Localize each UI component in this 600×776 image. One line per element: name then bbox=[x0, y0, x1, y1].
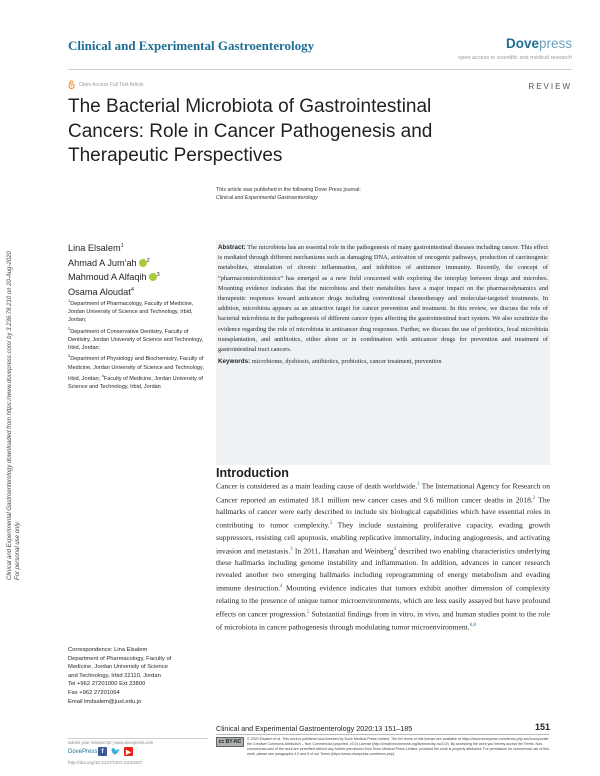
affiliation: $^2$Department of Conservative Dentistry, Faculty of Dentistry, Jordan University of Science and Technology, Irbid, Jordan; bbox=[68, 325, 204, 352]
correspondence-address: Medicine, Jordan University of Science bbox=[68, 664, 168, 671]
article-type-label: REVIEW bbox=[528, 82, 572, 91]
citation-link[interactable]: 5 bbox=[306, 609, 310, 615]
correspondence-fax: Fax +962 27201064 bbox=[68, 689, 120, 696]
correspondence-block bbox=[68, 646, 208, 706]
introduction-paragraph: Cancer is considered as a main leading cause of death worldwide.$^1$ The International Agency for Research on Cancer reported an estimated 18.1 million new cancer cases and 9.6 million cancer deaths in 2018.$^2$ The hallmarks of cancer were early described to include six biological capabilities which have essential roles in contributing to tumor complexity.$^3$ They include sustaining proliferative capacity, evading growth suppressors, resisting cell apoptosis, enabling replicative immortality, inducing angiogenesis, and activating invasion and metastasis.$^3$ In 2011, Hanahan and Weinberg$^4$ described two enabling characteristics underlying these hallmarks including genome instability and inflammation. In addition, advances in cancer research revealed another two emerging hallmarks including reprogramming of energy metabolism and evading immune destruction.$^4$ Mounting evidence indicates that tumors exhibit another dimension of complexity relating to the presence of unique tumor microenvironments, which are less easily assayed but have profound effects on cancer progression.$^5$ Substantial findings from in vitro, in vivo, and human studies point to the role of microbiota in cancer pathogenesis through modulating tumor microenvironment.$^{6,8}$ bbox=[216, 481, 551, 632]
dovepress-logo[interactable] bbox=[506, 36, 572, 51]
footer-dovepress-logo[interactable]: DovePress bbox=[68, 749, 98, 755]
logo-dove-text: Dove bbox=[505, 36, 539, 51]
header-divider bbox=[68, 69, 572, 70]
keywords bbox=[218, 357, 550, 367]
author[interactable]: Mahmoud A Alfaqih $^3$ bbox=[68, 272, 160, 283]
footer-left-divider bbox=[68, 738, 208, 739]
author[interactable]: Ahmad A Jum'ah $^2$ bbox=[68, 257, 150, 268]
title-line: Cancers: Role in Cancer Pathogenesis and bbox=[68, 120, 433, 142]
affiliation: $^1$Department of Pharmacology, Faculty of Medicine, Jordan University of Science and Technology, Irbid, Jordan; bbox=[68, 298, 194, 324]
abstract bbox=[218, 243, 550, 355]
author-list bbox=[68, 240, 160, 298]
logo-press-text: press bbox=[538, 36, 572, 51]
twitter-icon[interactable]: 🐦 bbox=[110, 747, 121, 756]
title-line: Therapeutic Perspectives bbox=[68, 145, 283, 166]
abstract-label: Abstract: bbox=[218, 244, 246, 251]
author[interactable]: Lina Elsalem$^1$ bbox=[68, 243, 124, 254]
open-access-line bbox=[68, 80, 143, 89]
doi-link[interactable]: http://doi.org/10.2147/CEG.S243337 bbox=[68, 760, 143, 765]
citation-link[interactable]: 3 bbox=[290, 546, 293, 552]
correspondence-email[interactable]: Email lmdsalem@just.edu.jo bbox=[68, 698, 142, 705]
citation-link[interactable]: 3 bbox=[329, 521, 333, 527]
personal-use-note: For personal use only. bbox=[15, 521, 21, 580]
youtube-icon[interactable]: ▶ bbox=[126, 748, 131, 756]
open-access-text: Open Access Full Text Article bbox=[79, 81, 144, 88]
citation-link[interactable]: 4 bbox=[393, 546, 397, 552]
affiliations bbox=[68, 297, 208, 391]
journal-citation: Clinical and Experimental Gastroenterology 2020:13 151–185 bbox=[216, 724, 413, 733]
orcid-icon[interactable] bbox=[139, 259, 147, 267]
title-line: The Bacterial Microbiota of Gastrointestinal bbox=[68, 96, 432, 117]
affiliation: $^3$Department of Physiology and Biochemistry, Faculty of Medicine, Jordan University of Science and Technology, Irbid, Jordan; $^4$Faculty of Medicine, Jordan University of Science and Technology, Irbid, Jordan bbox=[68, 353, 204, 390]
publication-note-text: This article was published in the following Dove Press journal: bbox=[216, 187, 361, 193]
publication-note bbox=[216, 186, 361, 202]
correspondence-label: Correspondence: Lina Elsalem bbox=[68, 647, 148, 653]
citation-link[interactable]: 1 bbox=[417, 482, 420, 487]
citation-link[interactable]: 6,8 bbox=[469, 623, 476, 629]
correspondence-tel: Tel +962 27201000 Ext 23800 bbox=[68, 681, 146, 688]
article-title bbox=[68, 95, 538, 169]
creative-commons-badge[interactable]: cc BY-NC bbox=[216, 737, 244, 747]
open-access-lock-icon bbox=[68, 80, 75, 89]
correspondence-address: Department of Pharmacology, Faculty of bbox=[68, 655, 172, 662]
abstract-box bbox=[216, 240, 550, 465]
footer-divider bbox=[216, 734, 550, 735]
facebook-icon[interactable]: f bbox=[98, 747, 107, 756]
license-text: © 2020 Elsalem et al. This work is published and licensed by Dove Medical Press Limited. The full terms of this license are available at https://www.dovepress.com/terms.php and incorporate the Creative Commons Attribution – Non Commercial (unported, v3.0) License (http://creativecommons.org/licenses/by-nc/3.0/). By accessing the work you hereby accept the Terms. Non-commercial uses of the work are permitted without any further permission from Dove Medical Press Limited, provided the work is properly attributed. For permission for commercial use of this work, please see paragraphs 4.2 and 5 of our Terms (https://www.dovepress.com/terms.php). bbox=[247, 737, 549, 756]
keywords-text: microbiome, dysbiosis, antibiotics, probiotics, cancer treatment, prevention bbox=[251, 358, 442, 366]
download-watermark bbox=[6, 100, 22, 580]
abstract-text: The microbiota has an essential role in the pathogenesis of many gastrointestinal diseases including cancer. This effect is mediated through different mechanisms such as damaging DNA, activation of oncogenic pathways, production of carcinogenic metabolites, stimulation of chronic inflammation, and inhibition of antitumor immunity. Recently, the concept of “pharmacomicrobiomics” has emerged as a new field concerned with exploring the interplay between drugs and microbes. Mounting evidence indicates that the microbiota and their metabolites have a major impact on the pharmacodynamics and therapeutic responses toward anticancer drugs including conventional chemotherapy and molecular-targeted treatments. In addition, microbiota appears as an attractive target for cancer prevention and treatment. In this review, we discuss the role of bacterial microbiota in the pathogenesis of different cancer types affecting the gastrointestinal tract system. We also scrutinize the evidence regarding the role of microbiota in anticancer drug responses. Further, we discuss the use of probiotics, fecal microbiota transplantation, and antibiotics, either alone or in combination with anticancer drugs for prevention and treatment of gastrointestinal tract cancers. bbox=[218, 244, 548, 354]
keywords-label: Keywords: bbox=[218, 358, 251, 366]
publication-journal-link[interactable]: Clinical and Experimental Gastroenterology bbox=[216, 195, 318, 201]
social-links bbox=[98, 747, 133, 756]
section-heading-introduction: Introduction bbox=[216, 466, 289, 480]
author[interactable]: Osama Aloudat$^4$ bbox=[68, 286, 134, 297]
page-number: 151 bbox=[534, 722, 550, 732]
submit-manuscript-link[interactable]: submit your manuscript | www.dovepress.com bbox=[68, 740, 154, 745]
download-watermark-line: Clinical and Experimental Gastroenterology downloaded from https://www.dovepress.com/ by 3.236.78.210 on 20-Aug-2020 bbox=[7, 251, 13, 580]
citation-link[interactable]: 4 bbox=[280, 584, 283, 590]
orcid-icon[interactable] bbox=[149, 273, 157, 281]
citation-link[interactable]: 2 bbox=[532, 495, 536, 501]
publisher-tagline: open access to scientific and medical research bbox=[458, 55, 572, 61]
correspondence-address: and Technology, Irbid 22110, Jordan bbox=[68, 672, 161, 679]
journal-title: Clinical and Experimental Gastroenterology bbox=[68, 38, 315, 53]
